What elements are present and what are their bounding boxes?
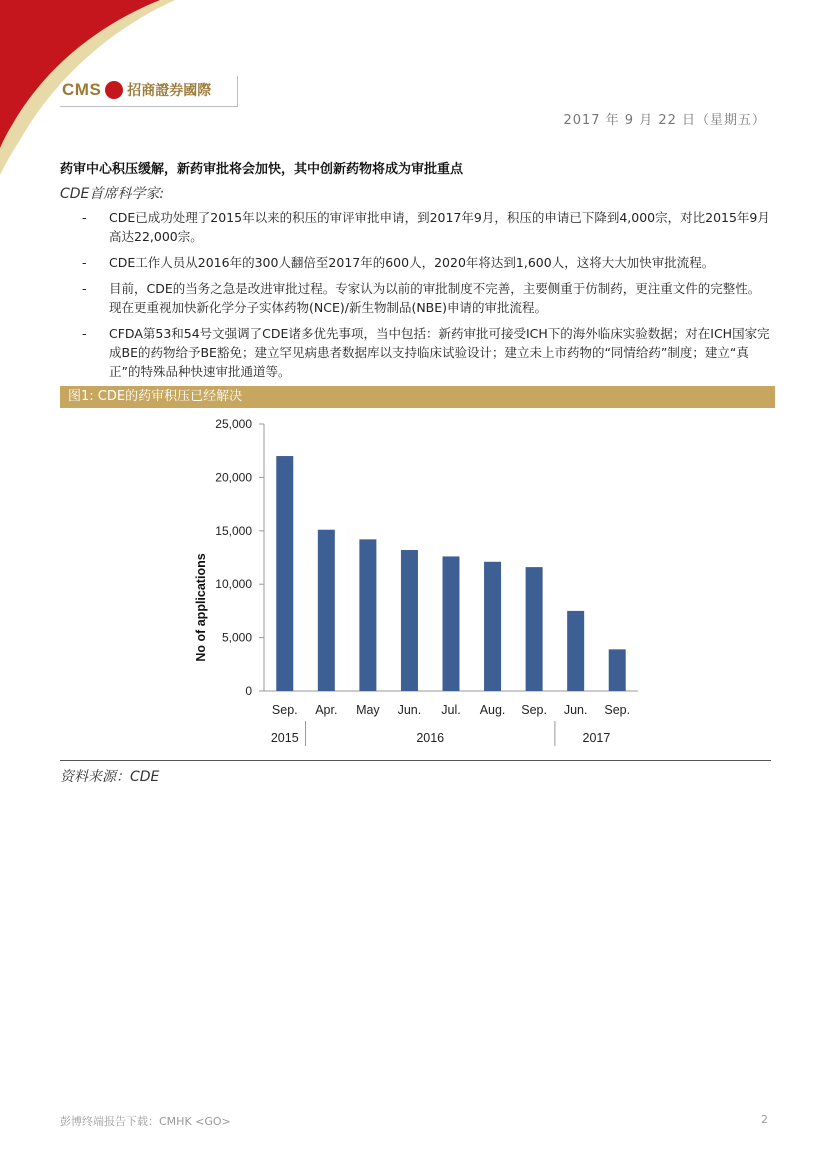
y-tick-label: 20,000 — [215, 470, 252, 485]
x-tick-label: Jul. — [441, 703, 461, 717]
speaker-label: CDE首席科学家: — [60, 186, 165, 202]
logo-vertical-divider — [237, 76, 238, 106]
year-group-label: 2017 — [582, 731, 611, 745]
bullet-text: CFDA第53和54号文强调了CDE诸多优先事项，当中包括：新药审批可接受ICH下的海外临床实验数据；对在ICH国家完成BE的药物给予BE豁免；建立罕见病患者数据库以支持临床试验设计；建立未上市药物的“同情给药”制度；建立“真正”的特殊品种快速审批通道等。 — [109, 326, 770, 379]
logo-divider — [60, 106, 238, 107]
company-logo — [62, 80, 211, 100]
page-number: 2 — [761, 1113, 768, 1126]
year-group-label: 2015 — [270, 731, 299, 745]
x-tick-label: Sep. — [271, 703, 298, 717]
bullet-list — [82, 208, 772, 388]
x-tick-label: May — [356, 703, 380, 717]
y-tick-label: 0 — [245, 684, 252, 698]
figure-source: 资料来源：CDE — [60, 769, 160, 785]
bar — [609, 649, 626, 691]
logo-emblem-icon — [105, 81, 123, 99]
bar — [318, 530, 335, 691]
bullet-item — [82, 208, 772, 246]
bullet-item — [82, 279, 772, 317]
y-tick-label: 10,000 — [215, 577, 252, 592]
bullet-item — [82, 324, 772, 381]
bullet-dash: - — [82, 281, 87, 296]
bar — [526, 567, 543, 691]
y-axis-title: No of applications — [194, 553, 208, 662]
bullet-item — [82, 253, 772, 272]
x-tick-label: Sep. — [604, 703, 631, 717]
section-title: 药审中心积压缓解，新药审批将会加快，其中创新药物将成为审批重点 — [60, 162, 464, 177]
footer-text: 彭博终端报告下载：CMHK <GO> — [60, 1115, 231, 1128]
bullet-text: CDE工作人员从2016年的300人翻倍至2017年的600人，2020年将达到1,600人，这将大大加快审批流程。 — [109, 255, 715, 270]
x-tick-label: Apr. — [315, 703, 338, 717]
bar — [401, 550, 418, 691]
bar — [276, 456, 293, 691]
figure-caption-bar — [60, 386, 775, 408]
bar — [359, 539, 376, 691]
bullet-dash: - — [82, 326, 87, 341]
bullet-dash: - — [82, 255, 87, 270]
x-tick-label: Jun. — [397, 703, 422, 717]
year-group-label: 2016 — [416, 731, 445, 745]
bullet-dash: - — [82, 210, 87, 225]
bar — [567, 611, 584, 691]
x-tick-label: Jun. — [563, 703, 588, 717]
report-date: 2017 年 9 月 22 日（星期五） — [563, 113, 766, 128]
source-divider — [60, 760, 771, 761]
y-tick-label: 15,000 — [215, 523, 252, 538]
y-tick-label: 25,000 — [215, 417, 252, 431]
logo-text-cn: 招商證券國際 — [127, 83, 212, 99]
x-tick-label: Sep. — [521, 703, 547, 717]
backlog-bar-chart — [0, 408, 828, 753]
logo-text-en: CMS — [62, 80, 102, 99]
bullet-text: CDE已成功处理了2015年以来的积压的审评审批申请，到2017年9月，积压的申请已下降到4,000宗，对比2015年9月高达22,000宗。 — [109, 210, 770, 244]
bar — [443, 556, 460, 691]
x-tick-label: Aug. — [479, 703, 506, 717]
figure-caption: 图1: CDE的药审积压已经解决 — [68, 389, 243, 404]
y-tick-label: 5,000 — [221, 630, 252, 645]
bar — [484, 562, 501, 691]
bullet-text: 目前，CDE的当务之急是改进审批过程。专家认为以前的审批制度不完善，主要侧重于仿制药，更注重文件的完整性。现在更重视加快新化学分子实体药物(NCE)/新生物制品(NBE)申请的审批流程。 — [109, 281, 761, 315]
